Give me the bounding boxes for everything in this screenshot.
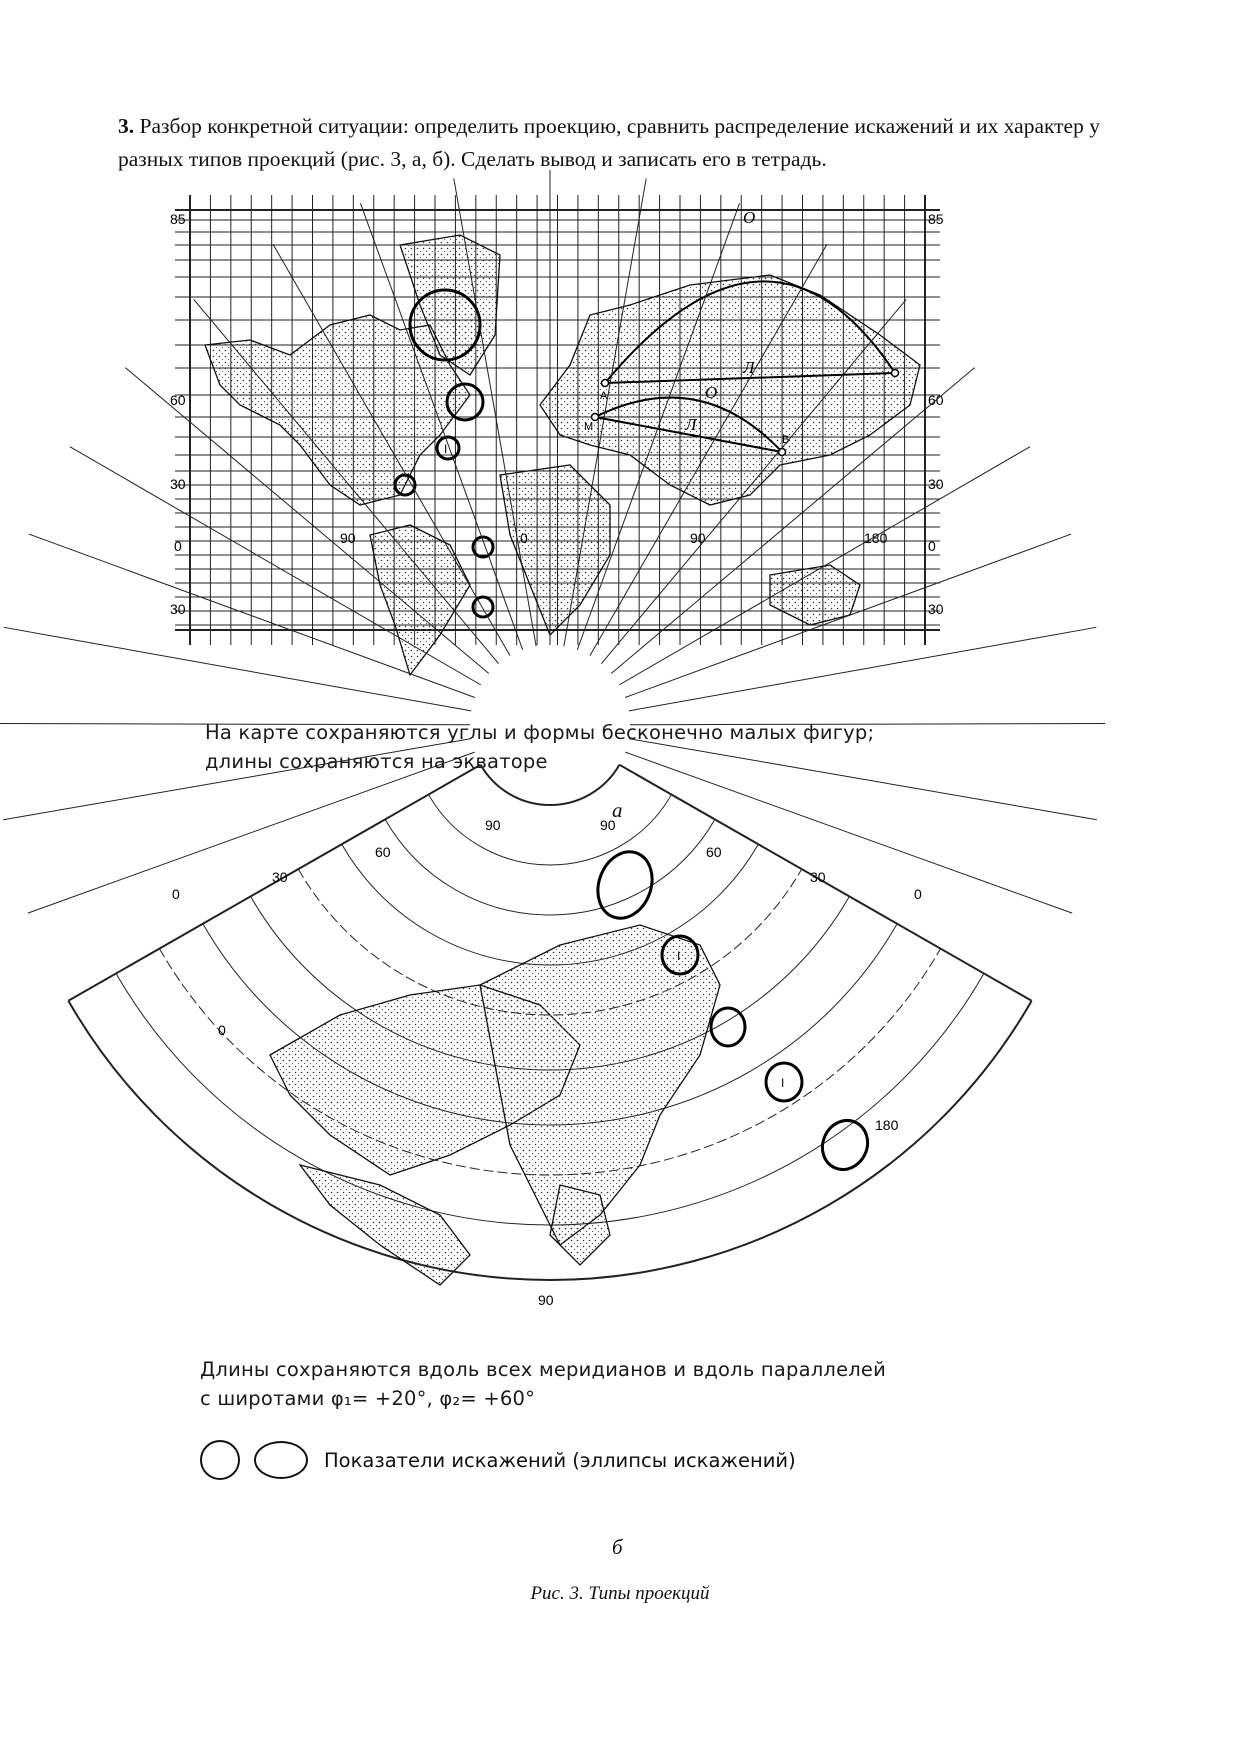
conic-right-180: 180 [875, 1117, 899, 1133]
mercator-map-svg [170, 205, 1050, 725]
conic-left-0-side: 0 [218, 1022, 226, 1038]
figure-b-caption-line1: Длины сохраняются вдоль всех меридианов и вдоль параллелей [200, 1358, 886, 1381]
distortion-legend [200, 1440, 796, 1480]
figure-a-caption-line1: На карте сохраняются углы и формы бесконечно малых фигур; [205, 721, 875, 744]
label-point-b: В [782, 434, 790, 446]
ellipse-large [410, 290, 480, 360]
label-point-a: А [600, 390, 608, 402]
task-paragraph [118, 110, 1128, 176]
conic-africa [300, 1165, 470, 1285]
lat-right-30: 30 [928, 476, 944, 492]
figure-a-letter: а [612, 798, 623, 822]
figure-b-caption-line2: с широтами φ₁= +20°, φ₂= +60° [200, 1387, 536, 1410]
task-number: 3. [118, 114, 135, 138]
lat-left-0: 0 [174, 538, 182, 554]
lat-right-85: 85 [928, 211, 944, 227]
task-text: Разбор конкретной ситуации: определить проекцию, сравнить распределение искажений и их характер у разных типов проекций (рис. 3, а, б). Сделать вывод и записать его в тетрадь. [118, 114, 1100, 171]
conic-bottom-90: 90 [538, 1292, 554, 1308]
conic-right-0: 0 [914, 886, 922, 902]
ellipse-label-i: I [444, 442, 448, 456]
conic-right-60: 60 [706, 844, 722, 860]
conic-top-90-right: 90 [600, 817, 616, 833]
label-loxo-bottom: Л [685, 415, 697, 434]
label-ortho-bottom: О [705, 383, 718, 402]
lon-90e: 90 [690, 530, 706, 546]
legend-text: Показатели искажений (эллипсы искажений) [324, 1448, 796, 1472]
lat-left-85: 85 [170, 211, 186, 227]
label-ortho-top: О [743, 208, 756, 227]
lat-left-30: 30 [170, 476, 186, 492]
conic-left-60: 60 [375, 844, 391, 860]
conic-ellipse-label-2: I [781, 1076, 785, 1090]
lon-0: 0 [520, 530, 528, 546]
conic-ellipse-label-1: I [677, 949, 681, 963]
conic-india [550, 1185, 610, 1265]
lat-left-60: 60 [170, 392, 186, 408]
label-point-m: М [584, 421, 594, 433]
conic-right-30: 30 [810, 869, 826, 885]
conic-left-30: 30 [272, 869, 288, 885]
label-loxo-top: Л [743, 358, 755, 377]
conic-map-svg [172, 817, 1060, 1345]
lat-right-30s: 30 [928, 601, 944, 617]
figure-b-caption [200, 1355, 886, 1413]
legend-circle-icon [200, 1440, 240, 1480]
lat-right-0: 0 [928, 538, 936, 554]
lat-left-30s: 30 [170, 601, 186, 617]
lat-right-60: 60 [928, 392, 944, 408]
figure-title: Рис. 3. Типы проекций [530, 1583, 710, 1604]
conic-top-90-left: 90 [485, 817, 501, 833]
conic-left-0-top: 0 [172, 886, 180, 902]
figure-a-caption-line2: длины сохраняются на экваторе [205, 750, 548, 773]
conic-ellipse-5 [814, 1113, 875, 1177]
lon-180: 180 [864, 530, 888, 546]
figure-a-map [170, 205, 1050, 725]
figure-b-letter: б [612, 1535, 623, 1559]
conic-continents [270, 925, 720, 1285]
figure-b-map [172, 817, 1060, 1345]
lon-90w: 90 [340, 530, 356, 546]
legend-ellipse-icon [254, 1441, 308, 1479]
